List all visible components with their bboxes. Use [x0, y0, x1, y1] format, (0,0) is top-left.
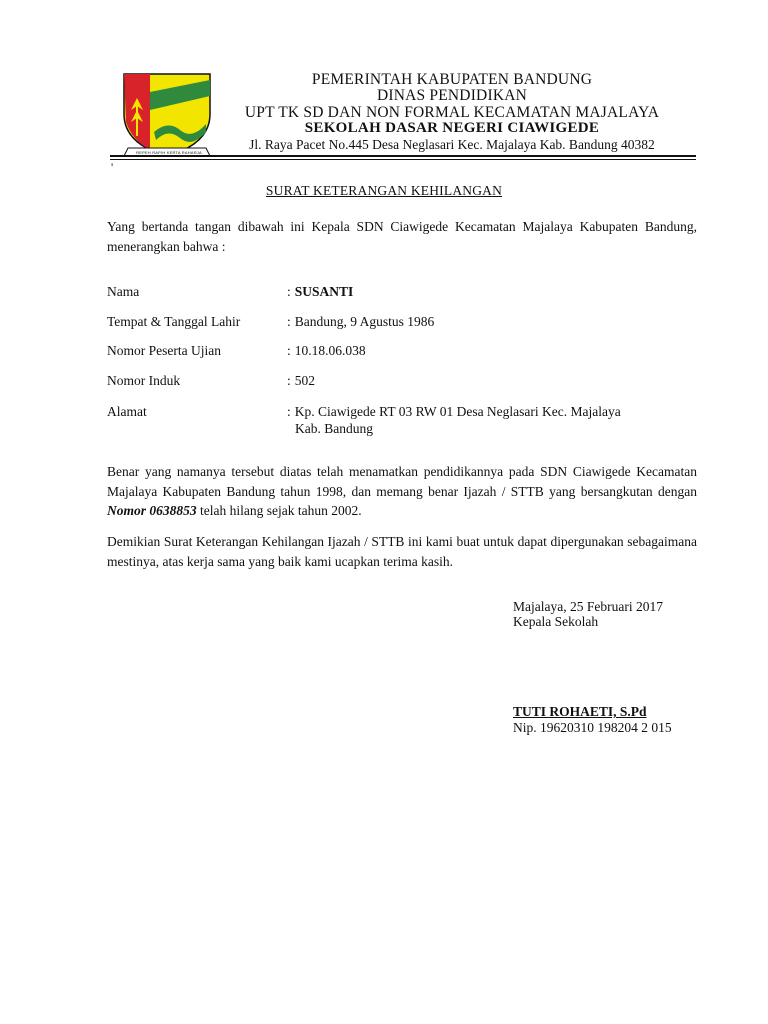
student-name: SUSANTI [294, 284, 354, 299]
letterhead-line-upt: UPT TK SD DAN NON FORMAL KECAMATAN MAJALAYA [244, 103, 660, 121]
certificate-number: Nomor 0638853 [107, 503, 197, 518]
letterhead-line-department: DINAS PENDIDIKAN [376, 87, 527, 105]
field-value: : Bandung, 9 Agustus 1986 [287, 314, 435, 329]
signer-name: TUTI ROHAETI, S.Pd [513, 704, 647, 719]
closing-paragraph: Demikian Surat Keterangan Kehilangan Ijazah / STTB ini kami buat untuk dapat dipergunakan sebagaimana mestinya, atas kerja sama yang baik kami ucapkan terima kasih. [107, 534, 697, 569]
letterhead [222, 72, 682, 152]
field-label: Nomor Peserta Ujian [107, 343, 221, 358]
field-label: Nomor Induk [107, 373, 181, 388]
field-label: Tempat & Tanggal Lahir [107, 314, 241, 329]
letterhead-divider-thick [110, 155, 696, 157]
field-value-continued: Kab. Bandung [295, 421, 373, 436]
place-date: Majalaya, 25 Februari 2017 [513, 599, 663, 614]
letterhead-school-name: SEKOLAH DASAR NEGERI CIAWIGEDE [304, 119, 600, 136]
signer-position: Kepala Sekolah [513, 614, 599, 629]
field-value: : 502 [287, 373, 316, 388]
kabupaten-bandung-logo [110, 70, 220, 162]
field-value: : SUSANTI [287, 284, 354, 299]
logo-motto: REPEH RAPIH KERTA RAHARJA [136, 150, 202, 155]
stray-mark: ' [111, 160, 114, 174]
signer-nip: Nip. 19620310 198204 2 015 [513, 720, 672, 735]
field-value: : 10.18.06.038 [287, 343, 366, 358]
letterhead-address: Jl. Raya Pacet No.445 Desa Neglasari Kec. Majalaya Kab. Bandung 40382 [249, 136, 655, 152]
intro-paragraph: Yang bertanda tangan dibawah ini Kepala SDN Ciawigede Kecamatan Majalaya Kabupaten Bandung, menerangkan bahwa : [107, 219, 697, 254]
field-label: Nama [107, 284, 140, 299]
letterhead-line-government: PEMERINTAH KABUPATEN BANDUNG [311, 71, 593, 88]
field-value: : Kp. Ciawigede RT 03 RW 01 Desa Neglasari Kec. Majalaya Kab. Bandung [287, 403, 697, 437]
document-title: SURAT KETERANGAN KEHILANGAN [265, 183, 503, 198]
field-label: Alamat [107, 404, 147, 419]
letterhead-divider-thin [110, 159, 696, 160]
statement-paragraph: Benar yang namanya tersebut diatas telah menamatkan pendidikannya pada SDN Ciawigede Kecamatan Majalaya Kabupaten Bandung tahun 1998, dan memang benar Ijazah / STTB yang bersangkutan dengan Nomor 0638853 telah hilang sejak tahun 2002. [107, 464, 697, 518]
